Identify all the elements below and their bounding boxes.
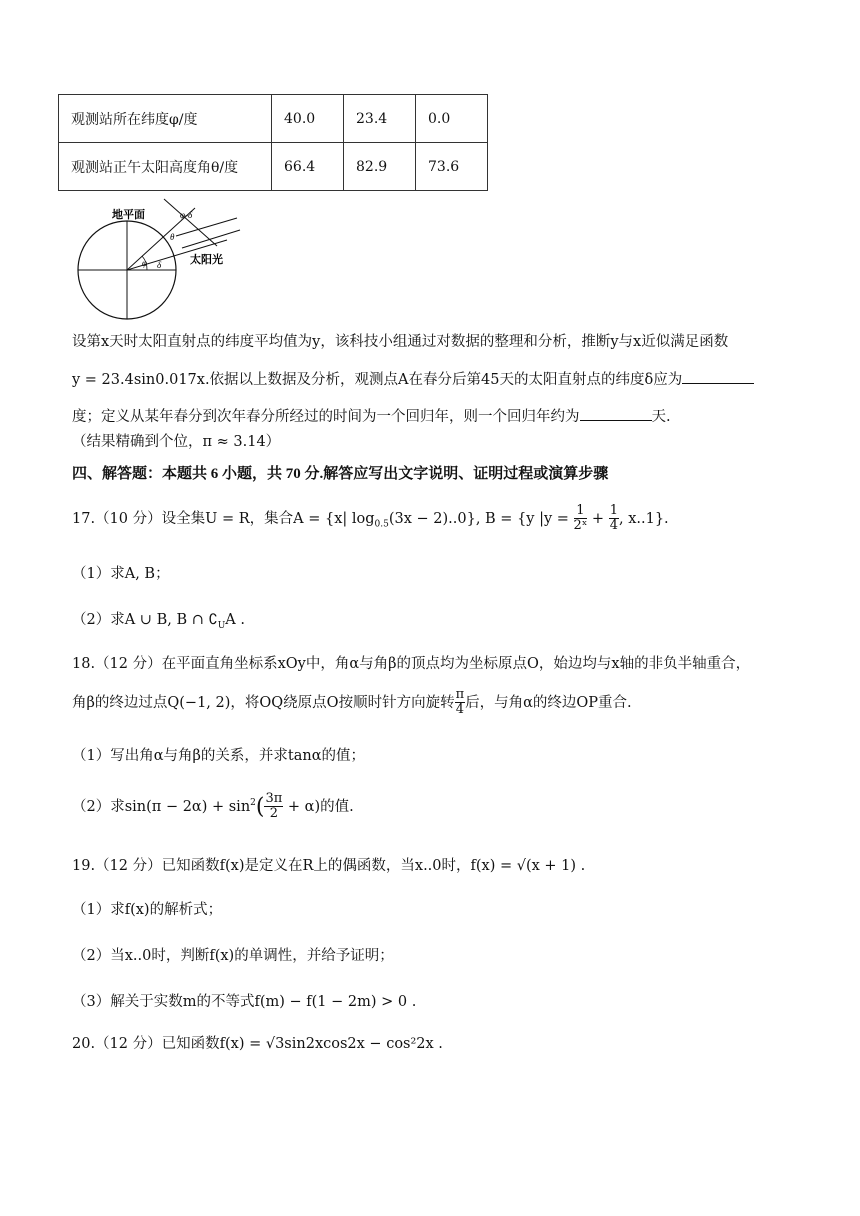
frac-num: π: [455, 687, 465, 702]
question-17: [72, 504, 669, 534]
q17-text: , x..1}.: [618, 510, 669, 527]
table-cell: 82.9: [344, 143, 416, 191]
label-delta: δ: [157, 260, 162, 270]
table-cell: 73.6: [416, 143, 488, 191]
frac-num: 1: [574, 504, 588, 519]
label-phi-delta: φ-δ: [180, 210, 193, 220]
q19-part3: （3）解关于实数m的不等式f(m) − f(1 − 2m) > 0 .: [72, 994, 417, 1010]
q18-text: + α)的值.: [283, 798, 354, 815]
q19-part2: （2）当x..0时，判断f(x)的单调性，并给予证明；: [72, 948, 394, 964]
function-formula: y = 23.4sin0.017x: [72, 372, 205, 388]
q19-part1: （1）求f(x)的解析式；: [72, 902, 223, 918]
table-row: [59, 95, 488, 143]
q18-sup: 2: [250, 797, 256, 808]
q18-fraction: [264, 792, 283, 822]
q17-text: 17.（10 分）设全集U = R，集合A = {x| log: [72, 510, 375, 527]
question-18: 18.（12 分）在平面直角坐标系xOy中，角α与角β的顶点均为坐标原点O，始边均与x轴的非负半轴重合，: [72, 656, 751, 672]
problem16-text: 度；定义从某年春分到次年春分所经过的时间为一个回归年，则一个回归年约为: [72, 409, 580, 425]
problem16-text: .依据以上数据及分析，观测点A在春分后第45天的太阳直射点的纬度δ应为: [204, 372, 683, 388]
label-phi: φ: [142, 258, 147, 268]
frac-den: 4: [609, 518, 618, 534]
label-horizon: 地平面: [112, 208, 145, 221]
q18-part2: [72, 792, 354, 822]
answer-blank-2[interactable]: [580, 406, 652, 421]
label-sun: 太阳光: [190, 253, 223, 266]
table-cell: 23.4: [344, 95, 416, 143]
q17-sub: U: [217, 620, 226, 631]
q17-part2: [72, 608, 245, 631]
table-cell: 40.0: [272, 95, 344, 143]
q17-text: （2）求A ∪ B, B ∩ ∁: [72, 612, 218, 628]
observation-table: [58, 94, 488, 191]
problem16-line2: [72, 368, 754, 389]
question-20: 20.（12 分）已知函数f(x) = √3sin2xcos2x − cos²2x .: [72, 1036, 443, 1052]
q18-text: （2）求sin(π − 2α) + sin: [72, 798, 251, 815]
problem16-text: 天.: [651, 409, 671, 425]
frac-den: 2: [269, 806, 279, 822]
problem16-line3: [72, 405, 671, 426]
problem16-line1: 设第x天时太阳直射点的纬度平均值为y，该科技小组通过对数据的整理和分析，推断y与x近似满足函数: [72, 334, 729, 350]
table-cell: 观测站所在纬度φ/度: [59, 95, 272, 143]
q17-part1: （1）求A, B；: [72, 566, 170, 582]
q17-log-base: 0.5: [374, 519, 389, 530]
q18-text: 角β的终边过点Q(−1, 2)，将OQ绕原点O按顺时针方向旋转: [72, 694, 455, 711]
table-cell: 66.4: [272, 143, 344, 191]
frac-den: 2ˣ: [573, 518, 588, 534]
question-19: 19.（12 分）已知函数f(x)是定义在R上的偶函数，当x..0时，f(x) = √(x + 1) .: [72, 858, 586, 874]
section-heading: 四、解答题：本题共 6 小题，共 70 分.解答应写出文字说明、证明过程或演算步骤: [72, 466, 609, 482]
table-cell: 观测站正午太阳高度角θ/度: [59, 143, 272, 191]
table-row: [59, 143, 488, 191]
q17-text: (3x − 2)..0}, B = {y |y =: [388, 510, 574, 527]
q17-text: +: [587, 510, 609, 527]
q18-fraction: [455, 688, 466, 718]
table-cell: 0.0: [416, 95, 488, 143]
answer-blank-1[interactable]: [682, 369, 754, 384]
frac-num: 1: [609, 503, 618, 518]
q17-text: A .: [225, 612, 245, 628]
q17-fraction: [574, 504, 588, 534]
frac-den: 4: [455, 702, 464, 718]
label-theta: θ: [170, 232, 175, 242]
q18-text: 后，与角α的终边OP重合.: [465, 694, 632, 711]
sun-angle-diagram: [72, 196, 262, 326]
frac-num: 3π: [265, 791, 283, 806]
q18-line2: [72, 688, 632, 718]
problem16-note: （结果精确到个位，π ≈ 3.14）: [72, 434, 281, 450]
paren-left: (: [255, 794, 265, 820]
q18-part1: （1）写出角α与角β的关系，并求tanα的值；: [72, 748, 366, 764]
q17-fraction: [609, 504, 619, 534]
